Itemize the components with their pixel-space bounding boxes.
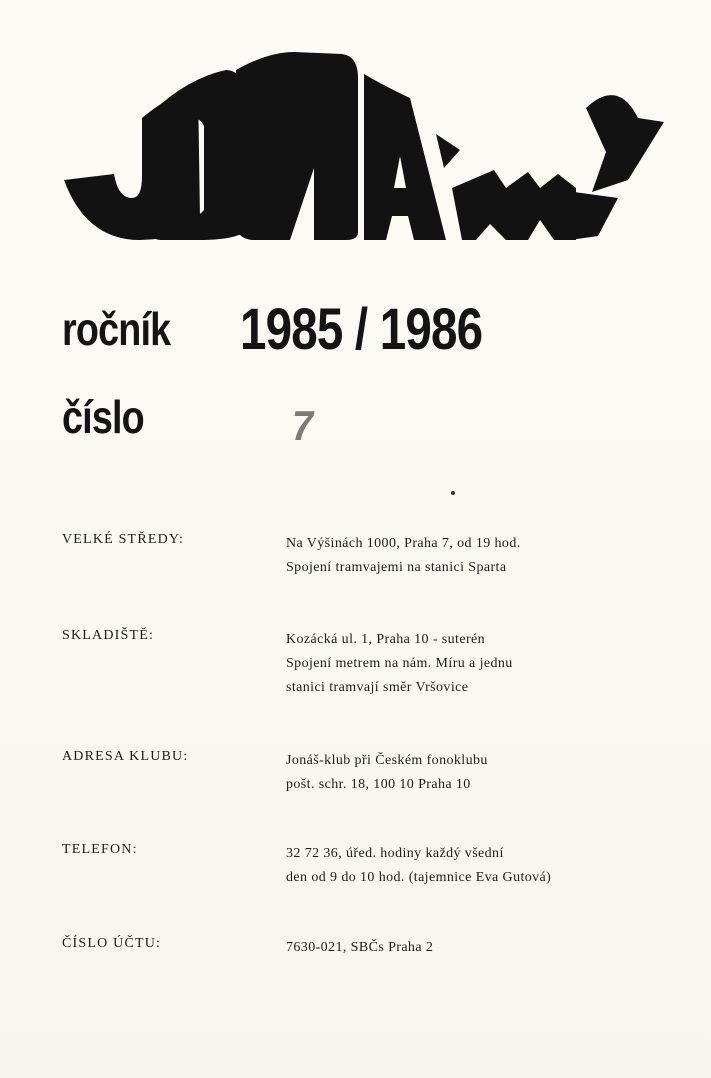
info-text: [286, 628, 686, 700]
info-line: Spojení tramvajemi na stanici Sparta: [286, 560, 507, 575]
info-label: SKLADIŠTĚ:: [62, 628, 155, 643]
info-line: den od 9 do 10 hod. (tajemnice Eva Gutová): [286, 870, 552, 885]
info-line: pošt. schr. 18, 100 10 Praha 10: [286, 777, 471, 792]
info-line: Spojení metrem na nám. Míru a jednu: [286, 656, 513, 671]
info-label: ČÍSLO ÚČTU:: [62, 936, 162, 951]
info-label: ADRESA KLUBU:: [62, 749, 189, 764]
issue-label: číslo: [62, 391, 144, 443]
info-text: [286, 532, 686, 580]
info-line: 32 72 36, úřed. hodiny každý všední: [286, 846, 504, 861]
issue-number: 7: [292, 402, 314, 449]
print-speck: [451, 491, 455, 495]
info-line: Na Výšinách 1000, Praha 7, od 19 hod.: [286, 536, 521, 551]
volume-year: 1985 / 1986: [240, 297, 483, 362]
info-line: stanici tramvají směr Vršovice: [286, 680, 469, 695]
jonas-whale-logo: [58, 48, 670, 248]
info-text: [286, 842, 686, 890]
info-line: Kozácká ul. 1, Praha 10 - suterén: [286, 632, 486, 647]
info-text: [286, 936, 686, 960]
info-text: [286, 749, 686, 797]
info-line: Jonáš-klub při Českém fonoklubu: [286, 753, 488, 768]
info-line: 7630-021, SBČs Praha 2: [286, 940, 434, 955]
info-label: VELKÉ STŘEDY:: [62, 532, 185, 547]
volume-label: ročník: [62, 303, 171, 355]
info-label: TELEFON:: [62, 842, 138, 857]
